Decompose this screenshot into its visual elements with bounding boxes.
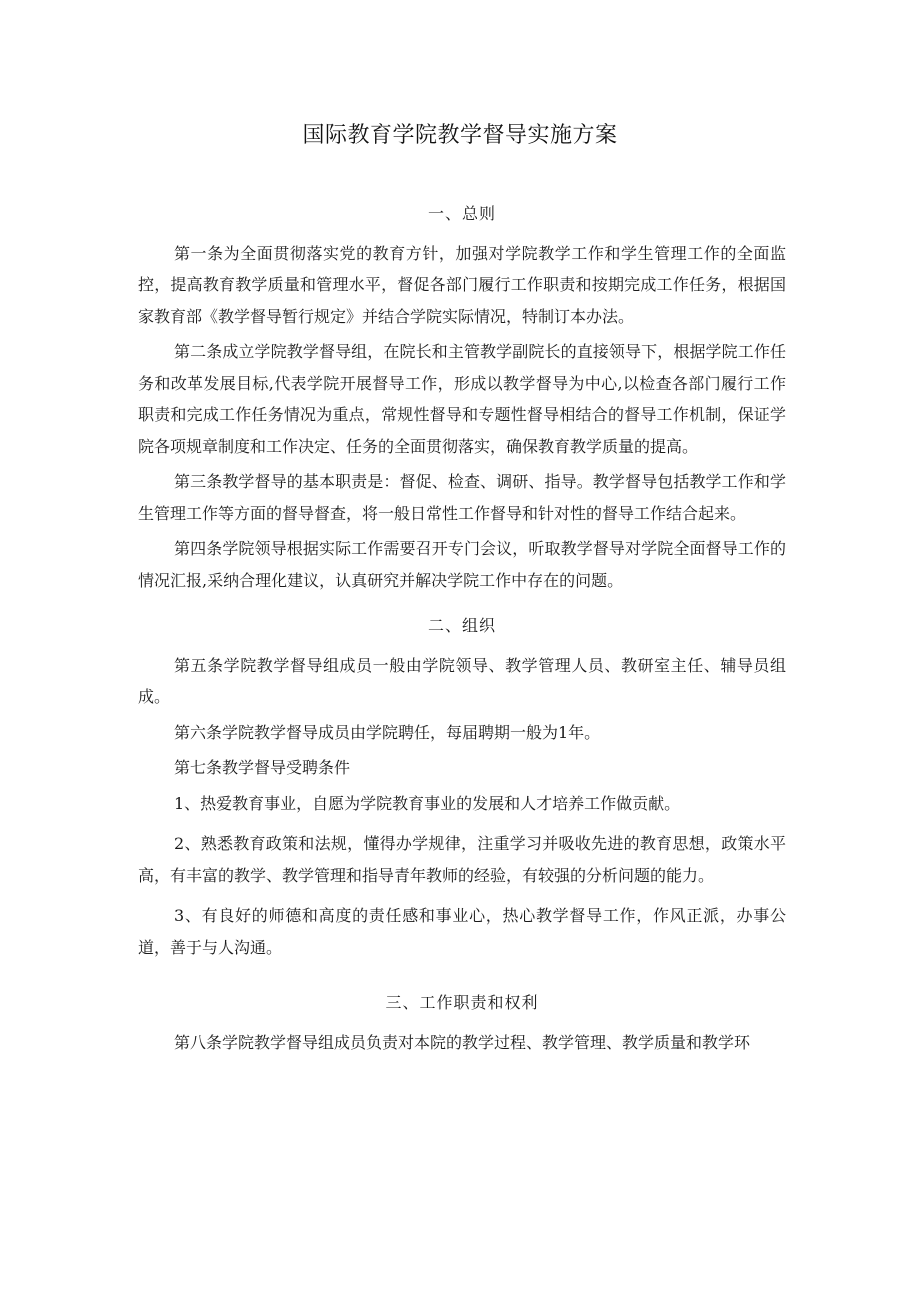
article-3: 第三条教学督导的基本职责是：督促、检查、调研、指导。教学督导包括教学工作和学生管理工作等方面的督导督查，将一般日常性工作督导和针对性的督导工作结合起来。 (138, 472, 786, 523)
article-6: 第六条学院教学督导成员由学院聘任，每届聘期一般为1年。 (174, 722, 601, 742)
condition-2: 2、熟悉教育政策和法规，懂得办学规律，注重学习并吸收先进的教育思想，政策水平高，有丰富的教学、教学管理和指导青年教师的经验，有较强的分析问题的能力。 (138, 834, 786, 885)
section-heading: 二、组织 (427, 616, 496, 635)
document-title: 国际教育学院教学督导实施方案 (302, 123, 618, 148)
article-1: 第一条为全面贯彻落实党的教育方针，加强对学院教学工作和学生管理工作的全面监控，提高教育教学质量和管理水平，督促各部门履行工作职责和按期完成工作任务，根据国家教育部《教学督导暂行规定》并结合学院实际情况，特制订本办法。 (138, 243, 786, 326)
section-organization (138, 610, 786, 963)
article-5: 第五条学院教学督导组成员一般由学院领导、教学管理人员、教研室主任、辅导员组成。 (138, 655, 786, 706)
article-4: 第四条学院领导根据实际工作需要召开专门会议，听取教学督导对学院全面督导工作的情况汇报,采纳合理化建议，认真研究并解决学院工作中存在的问题。 (138, 539, 786, 590)
section-heading: 三、工作职责和权利 (385, 993, 539, 1012)
document-body (138, 198, 786, 1058)
article-7: 第七条教学督导受聘条件 (174, 758, 351, 777)
article-8: 第八条学院教学督导组成员负责对本院的教学过程、教学管理、教学质量和教学环 (174, 1032, 751, 1052)
article-2: 第二条成立学院教学督导组，在院长和主管教学副院长的直接领导下，根据学院工作任务和改革发展目标,代表学院开展督导工作，形成以教学督导为中心,以检查各部门履行工作职责和完成工作任务情况为重点，常规性督导和专题性督导相结合的督导工作机制，保证学院各项规章制度和工作决定、任务的全面贯彻落实，确保教育教学质量的提高。 (138, 342, 786, 456)
section-duties-rights (138, 987, 786, 1058)
condition-3: 3、有良好的师德和高度的责任感和事业心，热心教学督导工作，作风正派，办事公道，善于与人沟通。 (138, 906, 786, 957)
section-heading: 一、总则 (427, 204, 496, 223)
section-general (138, 198, 786, 596)
condition-1: 1、热爱教育事业，自愿为学院教育事业的发展和人才培养工作做贡献。 (174, 793, 681, 813)
